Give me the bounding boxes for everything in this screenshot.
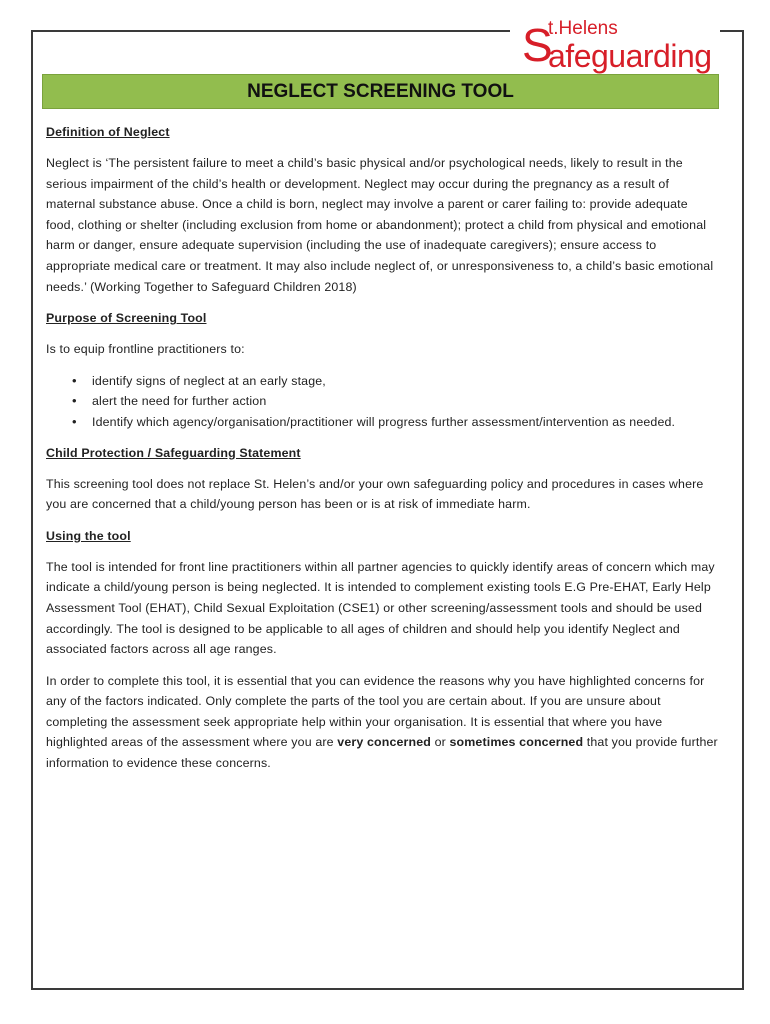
definition-text: Neglect is ‘The persistent failure to meet a child’s basic physical and/or psychological needs, likely to result in the serious impairment of the child’s health or development. Neglect may occur during the pregnancy as a result of maternal substance abuse. Once a child is born, neglect may involve a parent or carer failing to: provide adequate food, clothing or shelter (including exclusion from home or abandonment); protect a child from physical and emotional harm or danger, ensure adequate supervision (including the use of inadequate caregivers); ensure access to appropriate medical care or treatment. It may also include neglect of, or unresponsiveness to, a child’s basic emotional needs.’ (Working Together to Safeguard Children 2018) — [46, 156, 714, 294]
very-concerned-emphasis: very concerned — [337, 735, 431, 750]
using-text-1: The tool is intended for front line practitioners within all partner agencies to quickly identify areas of concern which may indicate a child/young person is being neglected. It is intended to complement existing tools E.G Pre-EHAT, Early Help Assessment Tool (EHAT), Child Sexual Exploitation (CSE1) or other screening/assessment tools and should be used accordingly. The tool is designed to be applicable to all ages of children and should help you identify Neglect and associated factors across all age ranges. — [46, 559, 715, 657]
statement-text: This screening tool does not replace St. Helen’s and/or your own safeguarding policy and procedures in cases where you are concerned that a child/young person has been or is at risk of immediate harm. — [46, 476, 704, 512]
purpose-list — [46, 371, 718, 433]
list-item: • Identify which agency/organisation/practitioner will progress further assessment/intervention as needed. — [92, 412, 718, 433]
using-heading: Using the tool — [46, 528, 131, 543]
sometimes-concerned-emphasis: sometimes concerned — [449, 735, 584, 750]
logo-helens-text: t.Helens — [548, 18, 618, 39]
using-text-2 — [46, 671, 718, 774]
list-item: • alert the need for further action — [92, 391, 718, 412]
using-text-2-end: that you provide further information to evidence these concerns. — [46, 735, 718, 771]
document-body — [46, 122, 718, 785]
page-title: NEGLECT SCREENING TOOL — [42, 74, 719, 109]
logo-s-letter: S — [522, 19, 553, 71]
using-text-2-start: In order to complete this tool, it is essential that you can evidence the reasons why you have highlighted concerns for any of the factors indicated. Only complete the parts of the tool you are certain about. If you are unsure about completing the assessment seek appropriate help within your organisation. It is essential that where you have highlighted areas of the assessment where you are — [46, 673, 705, 750]
definition-heading: Definition of Neglect — [46, 125, 170, 139]
using-text-2-mid: or — [430, 735, 450, 750]
st-helens-safeguarding-logo — [510, 16, 720, 74]
list-item: • identify signs of neglect at an early stage, — [92, 371, 718, 392]
purpose-intro: Is to equip frontline practitioners to: — [46, 342, 245, 357]
logo-safeguarding-text: afeguarding — [548, 38, 712, 74]
purpose-heading: Purpose of Screening Tool — [46, 311, 207, 326]
statement-heading: Child Protection / Safeguarding Statement — [46, 445, 301, 460]
